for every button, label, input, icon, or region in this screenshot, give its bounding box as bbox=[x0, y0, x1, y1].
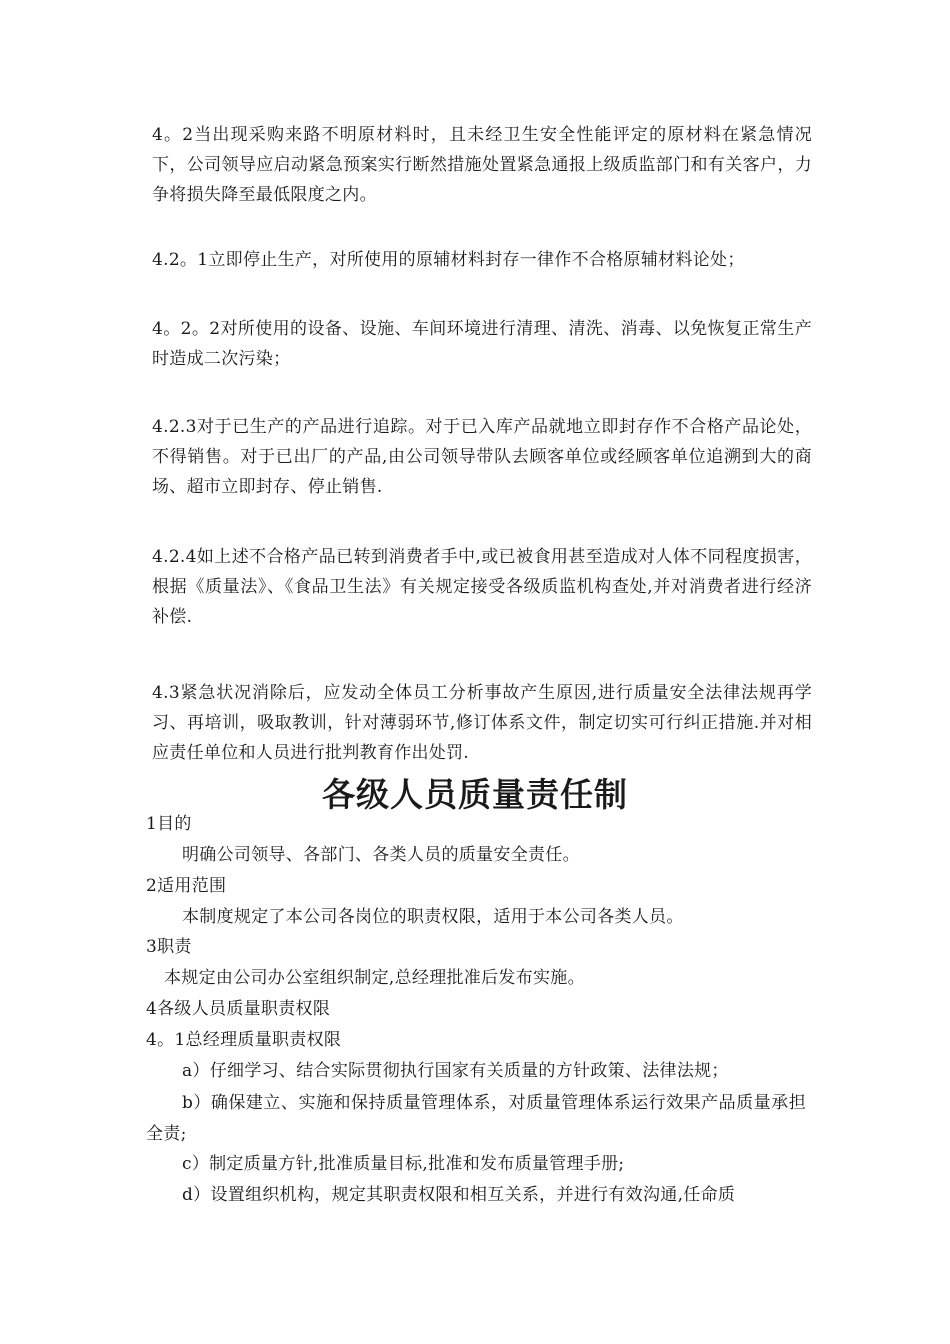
list-item-b: b）确保建立、实施和保持质量管理体系，对质量管理体系运行效果产品质量承担全责; bbox=[146, 1093, 806, 1144]
list-item-a: a）仔细学习、结合实际贯彻执行国家有关质量的方针政策、法律法规； bbox=[182, 1061, 729, 1081]
paragraph-4-2-1: 4.2。1立即停止生产，对所使用的原辅材料封存一律作不合格原辅材料论处； bbox=[152, 250, 745, 270]
section-4-1-heading: 4。1总经理质量职责权限 bbox=[146, 1030, 342, 1050]
document-title: 各级人员质量责任制 bbox=[322, 775, 628, 814]
list-item-c: c）制定质量方针,批准质量目标,批准和发布质量管理手册; bbox=[182, 1154, 625, 1174]
section-2-text: 本制度规定了本公司各岗位的职责权限，适用于本公司各类人员。 bbox=[182, 907, 684, 927]
paragraph-4-2-4: 4.2.4如上述不合格产品已转到消费者手中,或已被食用甚至造成对人体不同程度损害，根据《质量法》、《食品卫生法》有关规定接受各级质监机构查处,并对消费者进行经济补偿. bbox=[152, 547, 812, 627]
paragraph-4-3: 4.3紧急状况消除后，应发动全体员工分析事故产生原因,进行质量安全法律法规再学习、再培训，吸取教训，针对薄弱环节,修订体系文件，制定切实可行纠正措施.并对相应责任单位和人员进行批判教育作出处罚. bbox=[152, 683, 812, 763]
section-1-text: 明确公司领导、各部门、各类人员的质量安全责任。 bbox=[182, 845, 580, 865]
section-3-text: 本规定由公司办公室组织制定,总经理批准后发布实施。 bbox=[164, 968, 585, 988]
paragraph-4-2: 4。2当出现采购来路不明原材料时，且未经卫生安全性能评定的原材料在紧急情况下，公司领导应启动紧急预案实行断然措施处置紧急通报上级质监部门和有关客户，力争将损失降至最低限度之内。 bbox=[152, 125, 812, 205]
section-2-heading: 2适用范围 bbox=[146, 876, 227, 896]
paragraph-4-2-2: 4。2。2对所使用的设备、设施、车间环境进行清理、清洗、消毒、以免恢复正常生产时造成二次污染； bbox=[152, 319, 812, 369]
section-4-heading: 4各级人员质量职责权限 bbox=[146, 999, 331, 1019]
paragraph-4-2-3: 4.2.3对于已生产的产品进行追踪。对于已入库产品就地立即封存作不合格产品论处，不得销售。对于已出厂的产品,由公司领导带队去顾客单位或经顾客单位追溯到大的商场、超市立即封存、停止销售. bbox=[152, 417, 812, 497]
section-1-heading: 1目的 bbox=[146, 814, 192, 834]
section-3-heading: 3职责 bbox=[146, 937, 192, 957]
list-item-d: d）设置组织机构，规定其职责权限和相互关系，并进行有效沟通,任命质 bbox=[182, 1185, 736, 1205]
